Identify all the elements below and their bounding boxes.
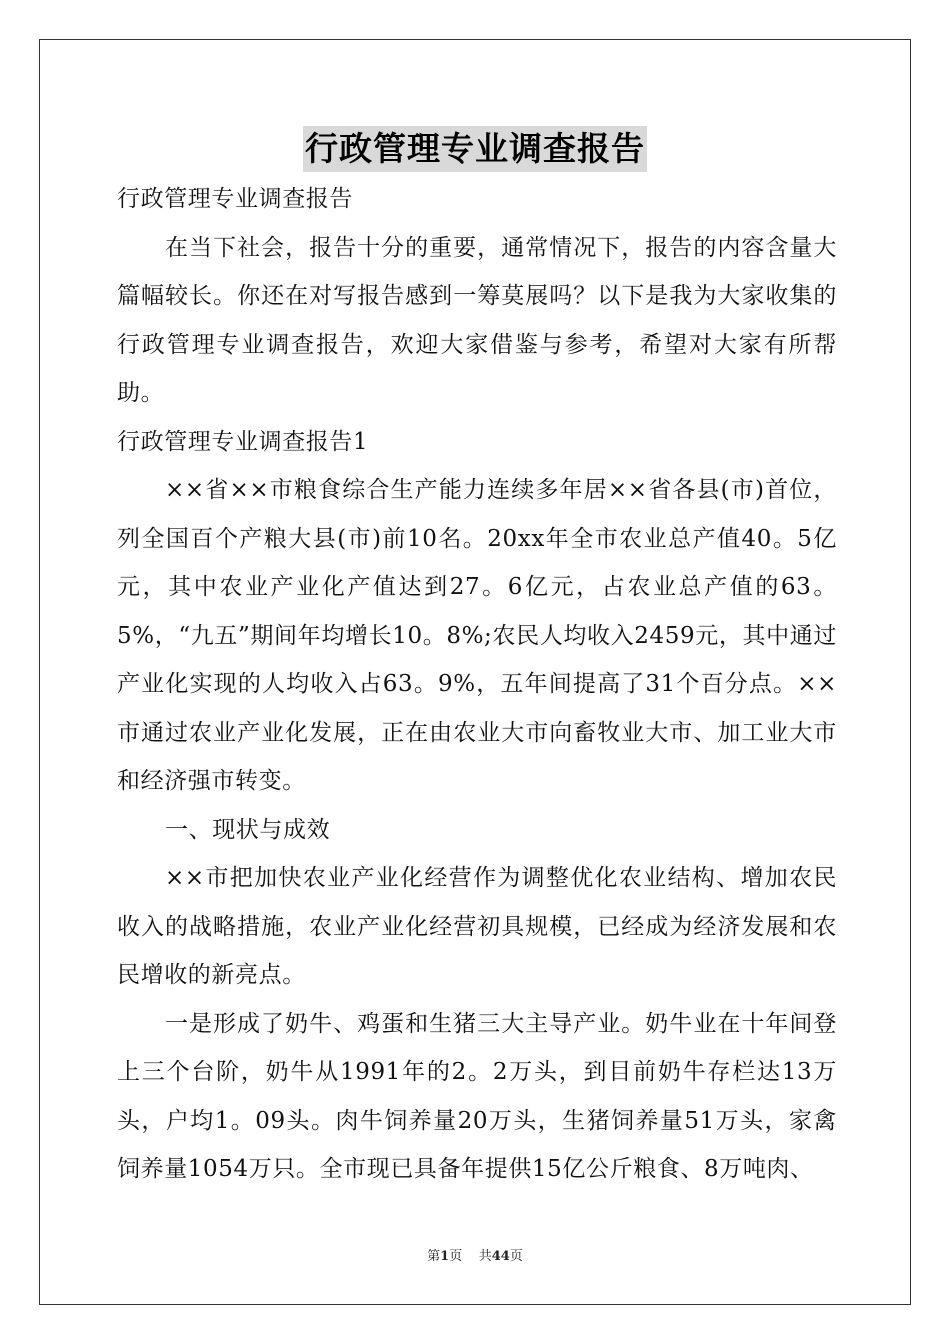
paragraph: 一是形成了奶牛、鸡蛋和生猪三大主导产业。奶牛业在十年间登上三个台阶，奶牛从1991年的2。2万头，到目前奶牛存栏达13万头，户均1。09头。肉牛饲养量20万头，生猪饲养量51万头，家禽饲养量1054万只。全市现已具备年提供15亿公斤粮食、8万吨肉、 xyxy=(117,1010,837,1182)
page-suffix: 页 xyxy=(449,1249,463,1264)
page-footer xyxy=(0,1245,950,1264)
page-prefix: 第 xyxy=(427,1249,441,1264)
paragraph: ××省××市粮食综合生产能力连续多年居××省各县(市)首位，列全国百个产粮大县(市)前10名。20xx年全市农业总产值40。5亿元，其中农业产业化产值达到27。6亿元，占农业总产值的63。5%，“九五”期间年均增长10。8%;农民人均收入2459元，其中通过产业化实现的人均收入占63。9%，五年间提高了31个百分点。××市通过农业产业化发展，正在由农业大市向畜牧业大市、加工业大市和经济强市转变。 xyxy=(117,477,837,794)
total-suffix: 页 xyxy=(509,1249,523,1264)
total-prefix: 共 xyxy=(478,1249,492,1264)
document-title: 行政管理专业调查报告 xyxy=(303,126,647,172)
page-number: 1 xyxy=(440,1249,450,1264)
total-pages: 44 xyxy=(491,1249,510,1264)
paragraph: 行政管理专业调查报告 xyxy=(117,186,353,212)
section-heading: 行政管理专业调查报告1 xyxy=(117,428,369,455)
paragraph: ××市把加快农业产业化经营作为调整优化农业结构、增加农民收入的战略措施，农业产业化经营初具规模，已经成为经济发展和农民增收的新亮点。 xyxy=(117,865,837,988)
paragraph: 在当下社会，报告十分的重要，通常情况下，报告的内容含量大篇幅较长。你还在对写报告感到一筹莫展吗？以下是我为大家收集的行政管理专业调查报告，欢迎大家借鉴与参考，希望对大家有所帮助。 xyxy=(117,234,837,406)
title-container xyxy=(0,126,950,172)
subsection-heading: 一、现状与成效 xyxy=(165,816,331,843)
document-body xyxy=(117,175,837,1194)
